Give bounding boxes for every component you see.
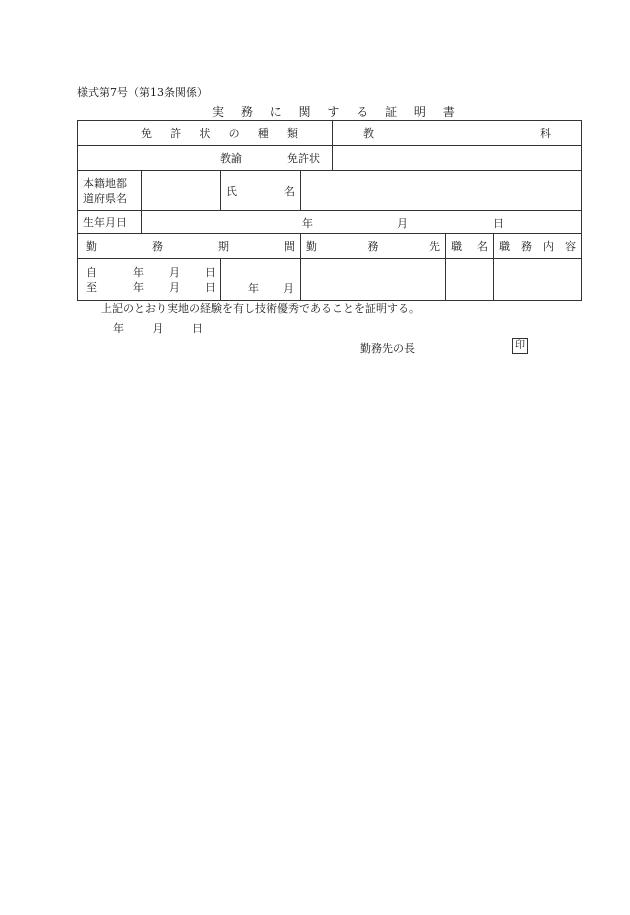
duties-value-cell xyxy=(494,259,582,301)
header-char: 容 xyxy=(565,240,576,253)
from-day-label: 日 xyxy=(205,265,216,279)
header-char: 内 xyxy=(543,240,554,253)
to-day-label: 日 xyxy=(205,280,216,294)
title-char: 書 xyxy=(442,105,455,119)
employment-entry-row xyxy=(78,259,582,301)
subject-label-left: 教 xyxy=(363,127,374,140)
header-char: 務 xyxy=(367,240,379,253)
teacher-license-cell xyxy=(78,146,333,171)
duties-header-cell xyxy=(494,234,582,259)
date-month-label: 月 xyxy=(152,322,164,335)
subject-cell xyxy=(333,121,582,146)
license-type-label-cell xyxy=(78,121,333,146)
certificate-table xyxy=(77,120,582,301)
to-month-label: 月 xyxy=(169,280,180,294)
from-month-label: 月 xyxy=(169,265,180,279)
name-value-cell xyxy=(301,171,582,211)
header-char: 勤 xyxy=(86,240,97,253)
document-title xyxy=(212,103,455,120)
header-char: 勤 xyxy=(306,240,317,253)
header-char: 間 xyxy=(284,240,295,253)
employment-header-row xyxy=(78,234,582,259)
period-header-cell xyxy=(78,234,301,259)
title-char: 明 xyxy=(413,105,426,119)
domicile-name-row xyxy=(78,171,582,211)
title-char: 務 xyxy=(240,105,253,119)
label-char: 類 xyxy=(286,127,298,140)
domicile-label-line2: 道府県名 xyxy=(83,191,127,205)
teacher-license-blank-cell xyxy=(333,146,582,171)
domicile-value-cell xyxy=(142,171,221,211)
position-value-cell xyxy=(446,259,494,301)
position-header-cell xyxy=(446,234,494,259)
teacher-label: 教諭 xyxy=(220,152,242,165)
to-year-label: 年 xyxy=(133,280,144,294)
birth-value-cell xyxy=(142,211,582,234)
period-dates-cell xyxy=(78,259,221,301)
from-label: 自 xyxy=(86,265,97,279)
label-char: 免 xyxy=(141,127,152,140)
license-type-row xyxy=(78,121,582,146)
from-year-label: 年 xyxy=(133,265,144,279)
header-char: 名 xyxy=(477,240,488,253)
birth-year-label: 年 xyxy=(302,217,313,230)
period-total-cell xyxy=(221,259,301,301)
name-label-left: 氏 xyxy=(226,184,237,198)
title-char: に xyxy=(269,105,282,119)
header-char: 務 xyxy=(152,240,163,253)
header-char: 職 xyxy=(451,240,462,253)
header-char: 職 xyxy=(499,240,510,253)
label-char: 許 xyxy=(170,127,182,140)
form-number: 様式第7号（第13条関係） xyxy=(77,86,208,99)
subject-label-right: 科 xyxy=(540,127,552,140)
title-char: 証 xyxy=(385,105,398,119)
teacher-license-row xyxy=(78,146,582,171)
domicile-label-line1: 本籍地都 xyxy=(83,176,127,190)
header-char: 務 xyxy=(521,240,532,253)
birth-label: 生年月日 xyxy=(83,216,127,229)
birth-day-label: 日 xyxy=(493,217,504,230)
total-year-label: 年 xyxy=(248,282,259,295)
header-char: 先 xyxy=(429,240,440,253)
birth-month-label: 月 xyxy=(397,217,408,230)
date-day-label: 日 xyxy=(192,322,203,335)
title-char: る xyxy=(356,105,369,119)
license-label: 免許状 xyxy=(287,152,320,165)
label-char: 状 xyxy=(199,127,211,140)
workplace-chief-label: 勤務先の長 xyxy=(360,342,415,355)
domicile-label-cell xyxy=(78,171,142,211)
seal-stamp-box: 印 xyxy=(512,338,528,354)
date-year-label: 年 xyxy=(113,322,124,335)
title-char: 実 xyxy=(212,105,225,119)
title-char: 関 xyxy=(298,105,311,119)
label-char: 種 xyxy=(257,127,269,140)
certification-text: 上記のとおり実地の経験を有し技術優秀であることを証明する。 xyxy=(101,302,420,315)
name-label-cell xyxy=(221,171,301,211)
workplace-value-cell xyxy=(301,259,446,301)
header-char: 期 xyxy=(218,240,229,253)
certification-date xyxy=(113,320,203,336)
name-label-right: 名 xyxy=(284,184,295,198)
label-char: の xyxy=(228,127,240,140)
workplace-header-cell xyxy=(301,234,446,259)
title-char: す xyxy=(327,105,340,119)
birth-label-cell xyxy=(78,211,142,234)
total-month-label: 月 xyxy=(283,282,294,295)
birth-date-row xyxy=(78,211,582,234)
to-label: 至 xyxy=(86,280,97,294)
